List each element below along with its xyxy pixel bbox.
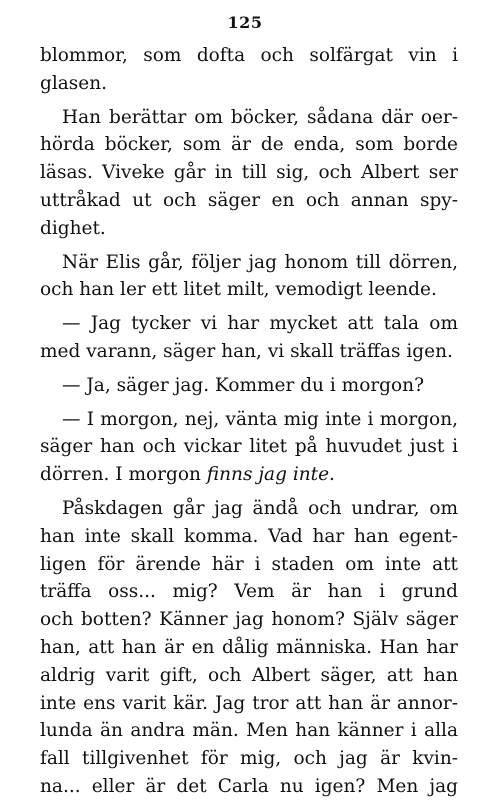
text-line	[40, 773, 458, 801]
text-line-content: lunda än andra män. Men han känner i alla	[40, 720, 458, 742]
text-line-content: ligen för ärende här i staden om inte att	[40, 553, 458, 575]
text-line	[40, 634, 458, 662]
text-line	[40, 717, 458, 745]
text-line-content: uttråkad ut och säger en och annan spy-	[40, 189, 458, 211]
text-line	[40, 406, 458, 434]
text-line	[40, 551, 458, 579]
text-line-content: hörda böcker, som är de enda, som borde	[40, 134, 458, 156]
text-line-content: Han berättar om böcker, sådana där oer-	[62, 106, 458, 128]
text-line-content: aldrig varit gift, och Albert säger, att han	[40, 664, 458, 686]
text-line	[40, 276, 458, 304]
text-line	[40, 523, 458, 551]
text-line-content: fall tillgivenhet för mig, och jag är kvin-	[40, 748, 458, 770]
text-line-content: na... eller är det Carla nu igen? Men jag	[40, 775, 458, 797]
text-line	[40, 70, 458, 98]
text-line	[40, 249, 458, 277]
text-line	[40, 310, 458, 338]
text-line-content: Påskdagen går jag ändå och undrar, om	[62, 497, 458, 519]
body-text	[40, 42, 458, 801]
text-line	[40, 187, 458, 215]
text-line	[40, 338, 458, 366]
text-line	[40, 461, 458, 489]
text-line-content: inte ens varit kär. Jag tror att han är annor-	[40, 692, 458, 714]
text-line-content: dighet.	[40, 217, 106, 239]
text-line-content: träffa oss... mig? Vem är han i grund	[40, 581, 458, 603]
page-number: 125	[227, 13, 263, 32]
text-line-content: och han ler ett litet milt, vemodigt leende.	[40, 279, 437, 301]
text-line	[40, 662, 458, 690]
text-line-content: — Jag tycker vi har mycket att tala om	[62, 313, 458, 335]
text-line	[40, 131, 458, 159]
text-line	[40, 690, 458, 718]
text-line-content: glasen.	[40, 72, 108, 94]
text-line-content: säger han och vickar litet på huvudet just i	[40, 436, 458, 458]
text-line-content: och botten? Känner jag honom? Själv säger	[40, 609, 458, 631]
text-line	[40, 104, 458, 132]
text-line-content: han inte skall komma. Vad har han egent-	[40, 525, 458, 547]
text-line	[40, 745, 458, 773]
text-line-italic: finns jag inte.	[206, 464, 335, 486]
text-line	[40, 215, 458, 243]
text-line	[40, 578, 458, 606]
text-line-content: — I morgon, nej, vänta mig inte i morgon,	[62, 408, 458, 430]
text-line-content: han, att han är en dålig människa. Han har	[40, 636, 458, 658]
text-line	[40, 42, 458, 70]
text-line-content: blommor, som dofta och solfärgat vin i	[40, 45, 458, 66]
text-line	[40, 433, 458, 461]
text-line-content: med varann, säger han, vi skall träffas igen.	[40, 340, 453, 362]
text-line	[40, 606, 458, 634]
text-line-content: När Elis går, följer jag honom till dörren,	[62, 251, 458, 273]
text-line-content: läsas. Viveke går in till sig, och Albert ser	[40, 162, 458, 184]
text-line	[40, 159, 458, 187]
text-line	[40, 495, 458, 523]
text-line	[40, 372, 458, 400]
text-line-content: — Ja, säger jag. Kommer du i morgon?	[62, 374, 424, 396]
text-line-content: dörren. I morgon	[40, 464, 207, 486]
